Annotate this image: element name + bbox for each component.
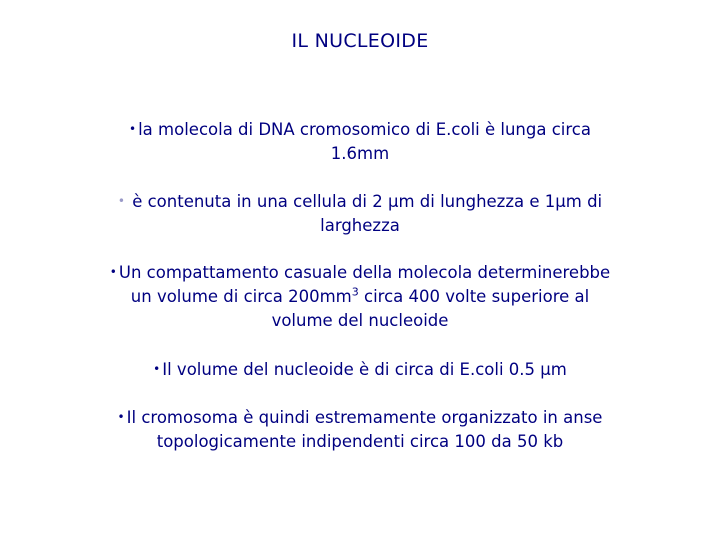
bullet-icon: • xyxy=(117,410,125,424)
bullet-text: è contenuta in una cellula di 2 μm di lunghezza e 1μm di xyxy=(132,192,603,211)
bullet-text-continued: volume del nucleoide xyxy=(271,311,449,330)
bullet-item-cell-size xyxy=(80,189,640,238)
slide-title: IL NUCLEOIDE xyxy=(291,30,429,52)
bullet-item-nucleoid-volume xyxy=(80,357,640,382)
bullet-icon: • xyxy=(153,362,161,376)
bullet-line xyxy=(80,189,640,214)
superscript-exponent: 3 xyxy=(351,285,359,299)
bullet-text-part: circa 400 volte superiore al xyxy=(358,287,590,306)
bullet-text-part: un volume di circa 200mm xyxy=(130,287,352,306)
bullet-item-compaction xyxy=(70,260,650,333)
bullet-text: Il volume del nucleoide è di circa di E.coli 0.5 μm xyxy=(162,360,567,379)
bullet-icon: • xyxy=(129,122,137,136)
bullet-text-continued: larghezza xyxy=(320,216,400,235)
bullet-text-continued: topologicamente indipendenti circa 100 da 50 kb xyxy=(156,432,564,451)
bullet-item-chromosome-organization xyxy=(70,405,650,454)
bullet-line xyxy=(80,357,640,382)
bullet-item-dna-length xyxy=(80,117,640,166)
bullet-text-continued: 1.6mm xyxy=(330,144,390,163)
bullet-text: Il cromosoma è quindi estremamente organizzato in anse xyxy=(126,408,603,427)
bullet-text: la molecola di DNA cromosomico di E.coli è lunga circa xyxy=(138,120,591,139)
bullet-text: Un compattamento casuale della molecola determinerebbe xyxy=(118,263,611,282)
bullet-line xyxy=(70,405,650,430)
bullet-line xyxy=(80,117,640,142)
bullet-icon: • xyxy=(109,265,117,279)
bullet-icon: • xyxy=(117,194,125,208)
bullet-line-volume xyxy=(70,285,650,309)
bullet-line xyxy=(70,260,650,285)
